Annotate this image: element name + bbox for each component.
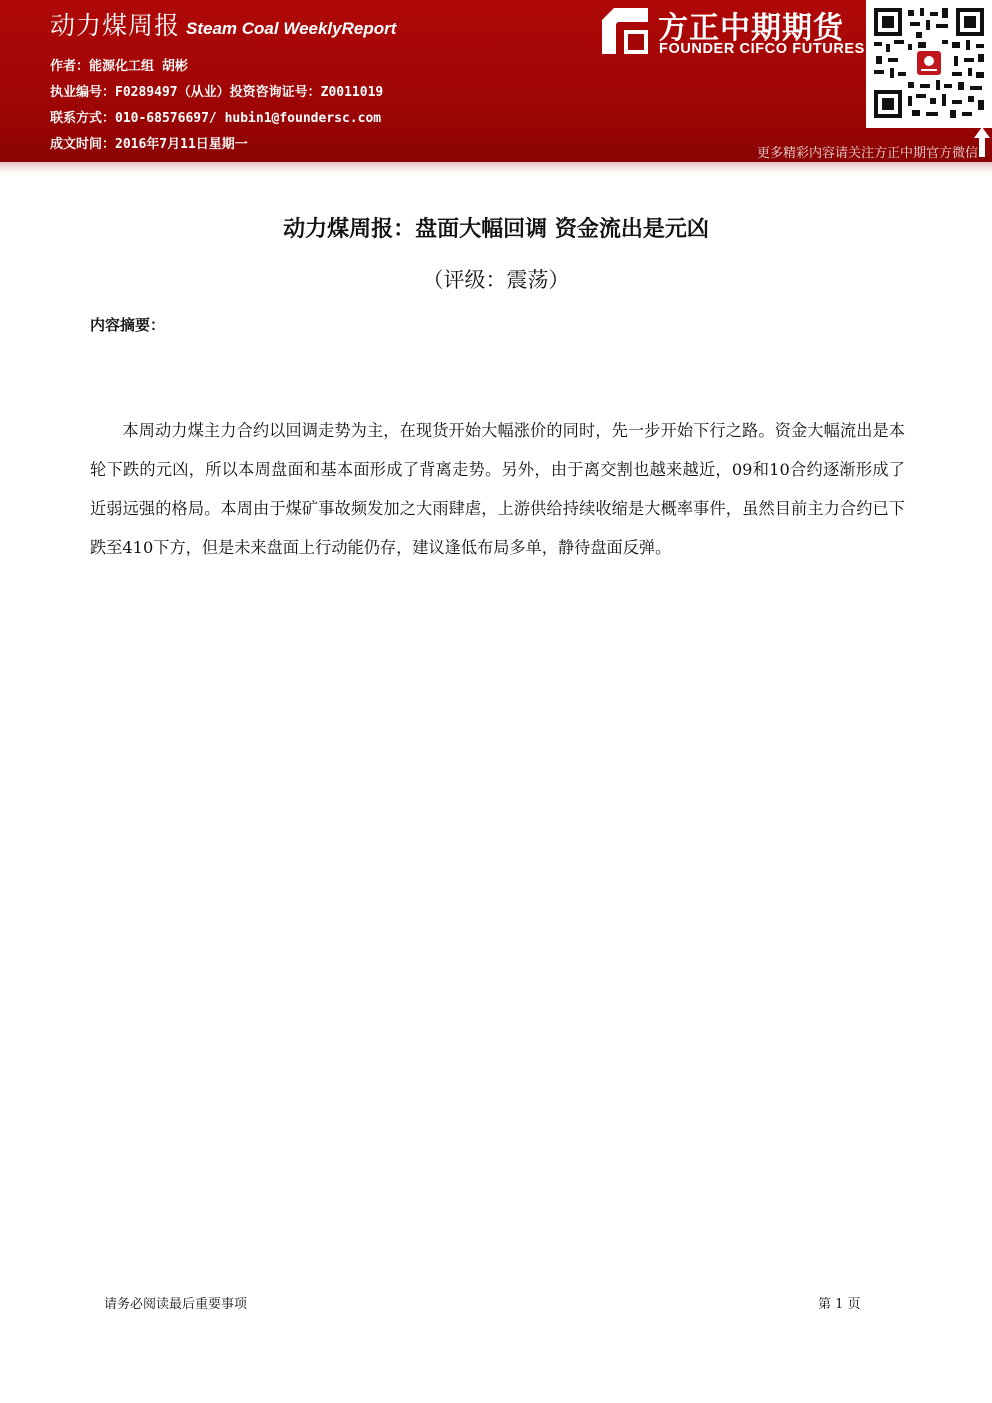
company-name-cn: 方正中期期货 [658, 11, 844, 46]
company-name-en: FOUNDER CIFCO FUTURES [659, 41, 865, 57]
date-line: 成文时间：2016年7月11日星期一 [50, 137, 248, 152]
report-title [50, 6, 396, 42]
summary-label: 内容摘要： [90, 316, 166, 334]
footer-notice: 请务必阅读最后重要事项 [104, 1297, 248, 1312]
company-logo-icon [602, 8, 650, 56]
author-line: 作者：能源化工组 胡彬 [50, 59, 188, 74]
header-divider [0, 162, 992, 174]
company-logo [602, 6, 865, 60]
page-number: 第 1 页 [818, 1297, 861, 1312]
document-rating: （评级：震荡） [422, 268, 570, 292]
report-title-cn: 动力煤周报 [50, 11, 181, 40]
wechat-qr-code [866, 0, 992, 128]
qr-code-icon [872, 6, 986, 120]
contact-line: 联系方式：010-68576697/ hubin1@foundersc.com [50, 111, 382, 126]
summary-paragraph: 本周动力煤主力合约以回调走势为主，在现货开始大幅涨价的同时，先一步开始下行之路。资金大幅流出是本轮下跌的元凶，所以本周盘面和基本面形成了背离走势。另外，由于离交割也越来越近，09和10合约逐渐形成了近弱远强的格局。本周由于煤矿事故频发加之大雨肆虐，上游供给持续收缩是大概率事件，虽然目前主力合约已下跌至410下方，但是未来盘面上行动能仍存，建议逢低布局多单，静待盘面反弹。 [90, 421, 905, 557]
wechat-follow-note: 更多精彩内容请关注方正中期官方微信 [756, 146, 978, 161]
report-title-en: Steam Coal WeeklyReport [186, 19, 397, 38]
report-header [0, 0, 992, 162]
license-line: 执业编号：F0289497（从业）投资咨询证号：Z0011019 [50, 85, 384, 100]
document-title: 动力煤周报：盘面大幅回调 资金流出是元凶 [283, 217, 709, 242]
